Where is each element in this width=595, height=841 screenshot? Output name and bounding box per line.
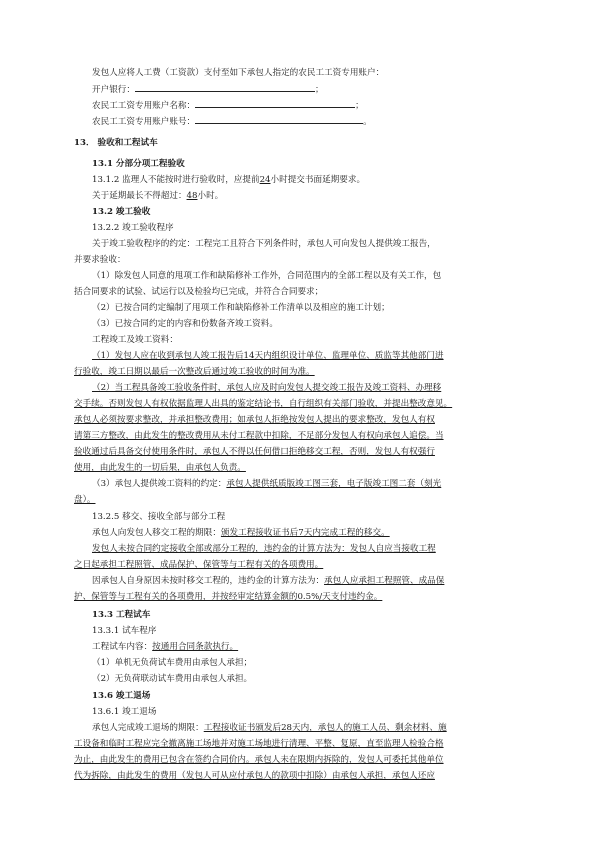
employer-penalty: 发包人未按合同约定接收全部或部分工程的，违约金的计算方法为：发包人自应当接收工程: [92, 544, 436, 554]
condition-3: （3）已按合同约定的内容和份数备齐竣工资料。: [92, 319, 278, 329]
completion-docs-label: 工程竣工及竣工资料：: [92, 335, 178, 345]
docs-item-2-cont-a: 交手续。否则发包人有权依据监理人出具的鉴定结论书，自行组织有关部门验收，并提出整改意见。: [74, 399, 453, 409]
docs-item-1-cont: 行验收，竣工日期以最后一次整改后通过竣工验收的时间为准。: [74, 367, 315, 377]
employer-penalty-cont: 之日起承担工程照管、成品保护、保管等与工程有关的各项费用。: [74, 560, 324, 570]
bank-line: 开户银行： ；: [92, 82, 324, 97]
account-name-blank[interactable]: [195, 98, 355, 108]
payment-intro: 发包人应将人工费（工资款）支付至如下承包人指定的农民工工资专用账户：: [92, 68, 385, 78]
bank-blank[interactable]: [135, 82, 315, 92]
account-name-label: 农民工工资专用账户名称：: [92, 101, 196, 111]
test-item-2: （2）无负荷联动试车费用由承包人承担。: [92, 674, 253, 684]
account-no-line: 农民工工资专用账户账号： 。: [92, 114, 372, 129]
delay-notice-hours: 24: [259, 175, 271, 185]
docs-item-2-cont-e: 使用，由此发生的一切后果，由承包人负责。: [74, 463, 246, 473]
section-13-heading: 13． 验收和工程试车: [74, 138, 158, 148]
section-13-3-heading: 13.3 工程试车: [92, 610, 151, 620]
section-13-1-heading: 13.1 分部分项工程验收: [92, 159, 185, 169]
docs-item-1: （1）发包人应在收到承包人竣工报告后14天内组织设计单位、监理单位、质监等其他部门进: [92, 351, 444, 361]
section-13-2-heading: 13.2 竣工验收: [92, 207, 151, 217]
docs-item-2-cont-d: 验收通过后具备交付使用条件时，承包人不得以任何借口拒绝移交工程，否则，发包人有权强行: [74, 447, 435, 457]
procedure-text: 关于竣工验收程序的约定：工程完工且符合下列条件时，承包人可向发包人提供竣工报告，: [92, 239, 436, 249]
contractor-penalty: 因承包人自身原因未按时移交工程的，违约金的计算方法为：承包人应承担工程照管、成品保: [92, 576, 445, 586]
contractor-penalty-cont: 护、保管等与工程有关的各项费用，并按经审定结算金额的0.5%/天支付违约金。: [74, 592, 383, 602]
section-13-6-heading: 13.6 竣工退场: [92, 691, 151, 701]
exit-deadline-cont-b: 为止，由此发生的费用已包含在签约合同价内。承包人未在限期内拆除的，发包人可委托其他单位: [74, 755, 444, 765]
clause-13-2-2-heading: 13.2.2 竣工验收程序: [92, 223, 174, 233]
max-delay-line: 关于延期最长不得超过：48小时。: [92, 191, 224, 201]
account-name-line: 农民工工资专用账户名称： ；: [92, 98, 364, 113]
clause-13-3-1-heading: 13.3.1 试车程序: [92, 626, 157, 636]
condition-1: （1）除发包人同意的甩项工作和缺陷修补工作外，合同范围内的全部工程以及有关工作，包: [92, 271, 442, 281]
account-no-label: 农民工工资专用账户账号：: [92, 117, 196, 127]
condition-1-cont: 括合同要求的试验、试运行以及检验均已完成，并符合合同要求；: [74, 287, 324, 297]
bank-label: 开户银行：: [92, 85, 135, 95]
max-delay-hours: 48: [186, 191, 198, 201]
docs-item-3: （3）承包人提供竣工资料的约定：承包人提供纸质版竣工图三套，电子版竣工图二套（刻光: [92, 479, 442, 489]
docs-item-2-cont-b: 承包人必须按要求整改，并承担整改费用；如承包人拒绝按发包人提出的要求整改，发包人有权: [74, 415, 435, 425]
clause-13-2-5-heading: 13.2.5 移交、接收全部与部分工程: [92, 512, 226, 522]
clause-13-6-1-heading: 13.6.1 竣工退场: [92, 707, 157, 717]
exit-deadline-cont-a: 工设备和临时工程应完全撤离施工场地并对施工场地进行清理、平整、复原，直至监理人检验合格: [74, 739, 444, 749]
docs-item-2-cont-c: 请第三方整改，由此发生的整改费用从未付工程款中扣除，不足部分发包人有权向承包人追偿。当: [74, 431, 444, 441]
docs-item-2: （2）当工程具备竣工验收条件时，承包人应及时向发包人提交竣工报告及竣工资料、办理移: [92, 383, 442, 393]
exit-deadline: 承包人完成竣工退场的期限：工程接收证书颁发后28天内，承包人的施工人员、剩余材料、施: [92, 723, 447, 733]
condition-2: （2）已按合同约定编制了甩项工作和缺陷修补工作清单以及相应的施工计划；: [92, 303, 390, 313]
clause-13-1-2: 13.1.2 监理人不能按时进行验收时，应提前24小时提交书面延期要求。: [92, 175, 366, 185]
docs-item-3-cont: 盘）。: [74, 495, 96, 505]
exit-deadline-cont-c: 代为拆除，由此发生的费用（发包人可从应付承包人的款项中扣除）由承包人承担，承包人还应: [74, 771, 435, 781]
account-no-blank[interactable]: [195, 114, 363, 124]
procedure-text-cont: 并要求验收：: [74, 255, 126, 265]
handover-deadline: 承包人向发包人移交工程的期限：颁发工程接收证书后7天内完成工程的移交。: [92, 528, 390, 538]
test-content: 工程试车内容：按通用合同条款执行。: [92, 642, 239, 652]
test-item-1: （1）单机无负荷试车费用由承包人承担；: [92, 658, 253, 668]
